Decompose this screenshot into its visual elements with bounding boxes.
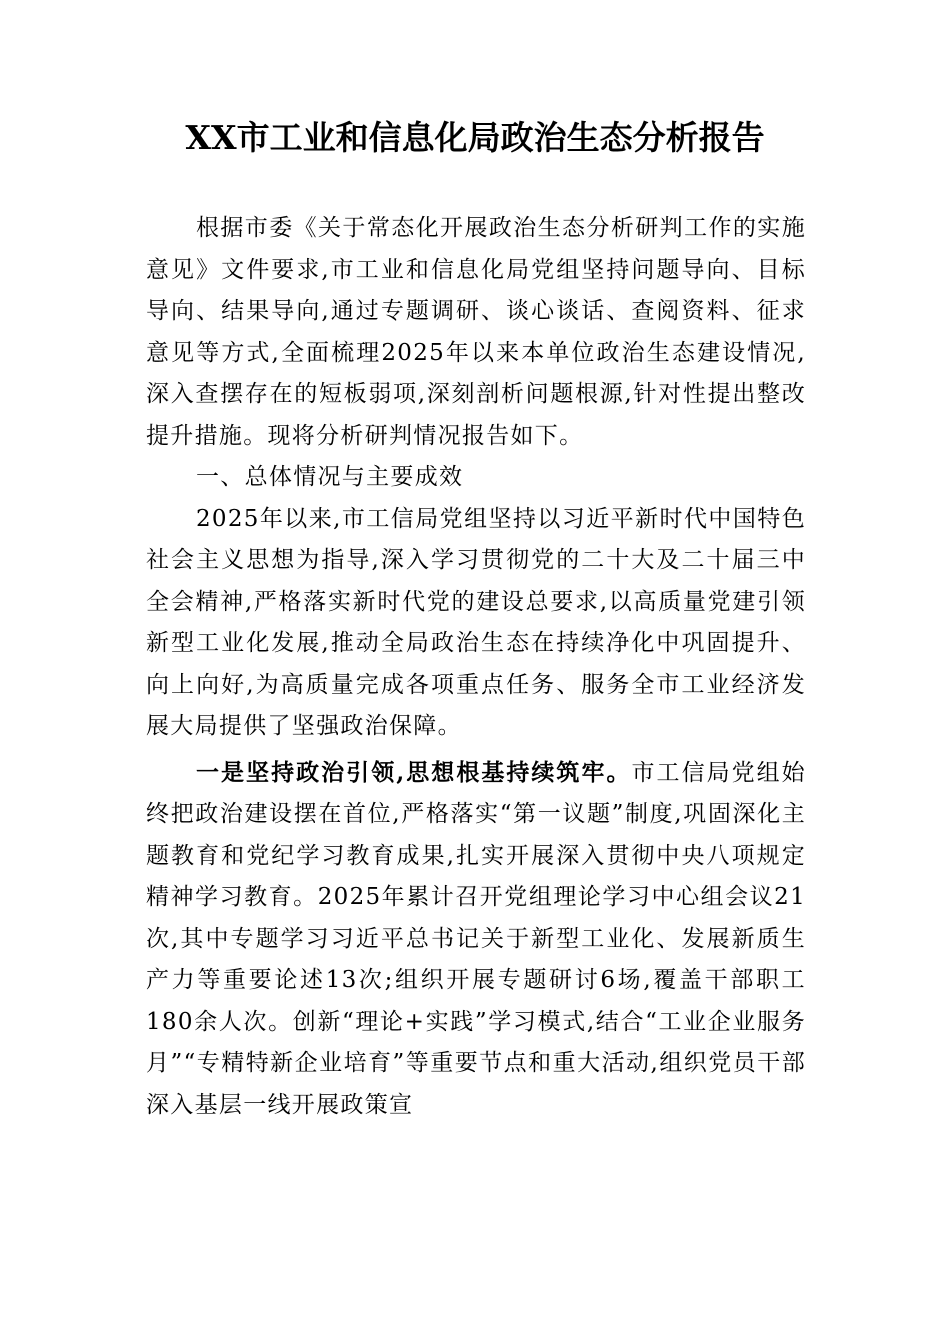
point-body: 市工信局党组始终把政治建设摆在首位,严格落实“第一议题”制度,巩固深化主题教育和党纪学习教育成果,扎实开展深入贯彻中央八项规定精神学习教育。2025年累计召开党组理论学习中心组会议21次,其中专题学习习近平总书记关于新型工业化、发展新质生产力等重要论述13次;组织开展专题研讨6场,覆盖干部职工180余人次。创新“理论+实践”学习模式,结合“工业企业服务月”“专精特新企业培育”等重要节点和重大活动,组织党员干部深入基层一线开展政策宣	[146, 759, 806, 1118]
document-title: XX市工业和信息化局政治生态分析报告	[185, 118, 765, 157]
document-body	[146, 208, 806, 1126]
point-paragraph	[146, 752, 806, 1127]
point-lead: 一是坚持政治引领,思想根基持续筑牢。	[196, 758, 632, 786]
section-heading: 一、总体情况与主要成效	[196, 464, 464, 490]
section-paragraph: 2025年以来,市工信局党组坚持以习近平新时代中国特色社会主义思想为指导,深入学习贯彻党的二十大及二十届三中全会精神,严格落实新时代党的建设总要求,以高质量党建引领新型工业化发展,推动全局政治生态在持续净化中巩固提升、向上向好,为高质量完成各项重点任务、服务全市工业经济发展大局提供了坚强政治保障。	[146, 505, 806, 739]
intro-paragraph: 根据市委《关于常态化开展政治生态分析研判工作的实施意见》文件要求,市工业和信息化局党组坚持问题导向、目标导向、结果导向,通过专题调研、谈心谈话、查阅资料、征求意见等方式,全面梳理2025年以来本单位政治生态建设情况,深入查摆存在的短板弱项,深刻剖析问题根源,针对性提出整改提升措施。现将分析研判情况报告如下。	[146, 215, 806, 449]
